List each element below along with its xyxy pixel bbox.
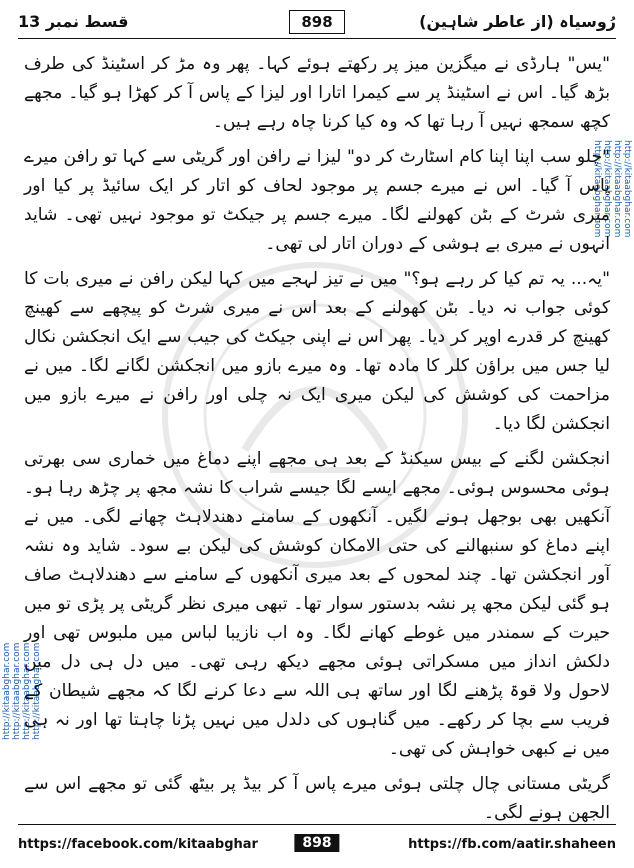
side-url-right <box>592 140 632 740</box>
side-url[interactable]: http://kitaabghar.com <box>592 140 602 238</box>
facebook-link[interactable]: https://facebook.com/kitaabghar <box>18 837 258 852</box>
page-footer <box>18 834 616 858</box>
side-url[interactable]: http://kitaabghar.com <box>602 140 612 238</box>
paragraph: گریٹی مستانی چال چلتی ہوئی میرے پاس آ کر بیڈ پر بیٹھ گئی تو مجھے اس سے الجھن ہونے لگی۔ <box>24 774 610 823</box>
header-rule <box>18 38 616 39</box>
side-url[interactable]: http://kitaabghar.com <box>32 642 42 740</box>
book-title: رُوسیاہ (از عاطر شاہین) <box>419 12 616 31</box>
paragraph: "یس" ہارڈی نے میگزین میز پر رکھتے ہوئے کہا۔ پھر وہ مڑ کر اسٹینڈ کی طرف بڑھ گیا۔ اس نے اسٹینڈ پر سے کیمرا اتارا اور لیزا کے پاس آ کر کھڑا ہو گیا۔ مجھے کچھ سمجھ نہیں آ رہا تھا کہ وہ کیا کرنا چاہ رہے ہیں۔ <box>24 54 610 132</box>
side-url[interactable]: http://kitaabghar.com <box>2 642 12 740</box>
side-url[interactable]: http://kitaabghar.com <box>612 140 622 238</box>
header-page-number: 898 <box>289 10 345 34</box>
paragraph: انجکشن لگنے کے بیس سیکنڈ کے بعد ہی مجھے اپنے دماغ میں خماری سی بھرتی ہوئی محسوس ہوئی۔ مجھے ایسے لگا جیسے شراب کا نشہ مجھ پر چڑھ رہا ہو۔ آنکھیں بھی بوجھل ہونے لگیں۔ آنکھوں کے سامنے دھندلاہٹ چھانے لگی۔ میں نے اپنے دماغ کو سنبھالنے کی حتی الامکان کوشش کی لیکن بے سود۔ شاید وہ نشہ آور انجکشن تھا۔ چند لمحوں کے بعد میری آنکھوں کے سامنے سے دھندلاہٹ صاف ہو گئی لیکن مجھ پر نشہ بدستور سوار تھا۔ تبھی میری نظر گریٹی پر پڑی تو میں حیرت کے سمندر میں غوطے کھانے لگا۔ وہ اب نازیبا لباس میں ملبوس تھی اور دلکش انداز میں مسکراتی ہوئی مجھے دیکھ رہی تھی۔ میں دل ہی دل میں لاحول ولا قوۃ پڑھنے لگا اور ساتھ ہی اللہ سے دعا کرنے لگا کہ مجھے شیطان کے فریب سے بچا کر رکھے۔ میں گناہوں کی دلدل میں نہیں پڑنا چاہتا تھا اور نہ ہی میں نے کبھی خواہش کی تھی۔ <box>24 449 610 759</box>
side-url[interactable]: http://kitaabghar.com <box>22 642 32 740</box>
side-url-left <box>2 140 42 740</box>
side-url[interactable]: http://kitaabghar.com <box>622 140 632 238</box>
paragraph: "یہ... یہ تم کیا کر رہے ہو؟" میں نے تیز لہجے میں کہا لیکن رافن نے میری بات کا کوئی جواب نہ دیا۔ بٹن کھولنے کے بعد اس نے میری شرٹ کو پیچھے سے کھینچ کھینچ کر قدرے اوپر کر دیا۔ پھر اس نے اپنی جیکٹ کی جیب سے ایک انجکشن نکال لیا جس میں براؤن کلر کا مادہ تھا۔ وہ میرے بازو میں انجکشن لگانے لگا۔ میں نے مزاحمت کی کوشش کی لیکن میری ایک نہ چلی اور رافن نے میرے بازو میں انجکشن لگا دیا۔ <box>24 269 610 434</box>
footer-rule <box>18 824 616 825</box>
side-url[interactable]: http://kitaabghar.com <box>12 642 22 740</box>
page-header <box>18 10 616 36</box>
author-link[interactable]: https://fb.com/aatir.shaheen <box>408 837 616 852</box>
paragraph: "چلو سب اپنا اپنا کام اسٹارٹ کر دو" لیزا نے رافن اور گریٹی سے کہا تو رافن میرے پاس آ گیا۔ اس نے میرے جسم پر موجود لحاف کو اتار کر ایک سائیڈ پر کیا اور میری شرٹ کے بٹن کھولنے لگا۔ میرے جسم پر جیکٹ تو موجود نہیں تھی۔ شاید انہوں نے میری بے ہوشی کے دوران اتار لی تھی۔ <box>24 147 610 254</box>
episode-label: قسط نمبر 13 <box>18 12 129 31</box>
story-text <box>24 50 610 823</box>
footer-page-number: 898 <box>294 834 339 852</box>
